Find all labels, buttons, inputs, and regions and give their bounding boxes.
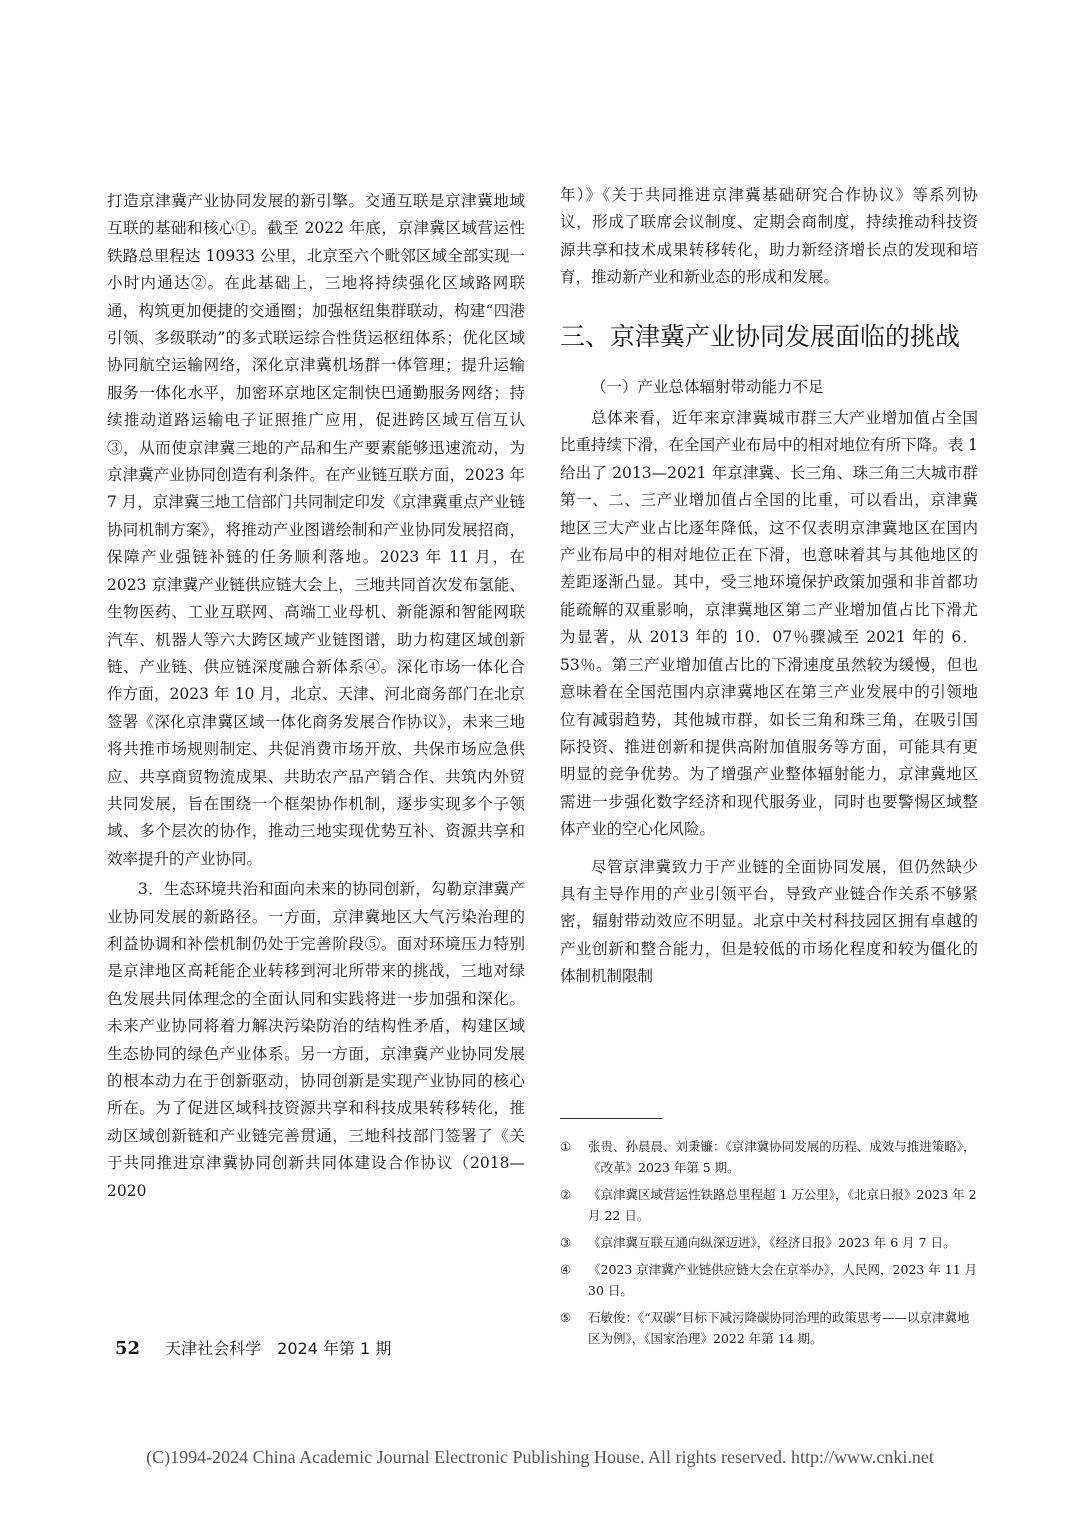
footnote-text: 石敏俊：《“双碳”目标下减污降碳协同治理的政策思考——以京津冀地区为例》，《国家治理》2022 年第 14 期。 <box>588 1310 970 1346</box>
footnote-mark: ② <box>560 1187 572 1202</box>
footnote-text: 《京津冀区域营运性铁路总里程超 1 万公里》，《北京日报》2023 年 2 月 22 日。 <box>588 1187 977 1223</box>
footnote <box>560 1259 980 1301</box>
footnote-divider <box>560 1118 662 1119</box>
footnote-text: 《京津冀互联互通向纵深迈进》，《经济日报》2023 年 6 月 7 日。 <box>588 1235 956 1250</box>
subsection-title: （一）产业总体辐射带动能力不足 <box>591 377 824 396</box>
right-column <box>560 182 978 991</box>
footnote-text: 《2023 京津冀产业链供应链大会在京举办》，人民网，2023 年 11 月 30 日。 <box>588 1262 978 1298</box>
body-paragraph: 年）》《关于共同推进京津冀基础研究合作协议》等系列协议，形成了联席会议制度、定期会商制度，持续推动科技资源共享和技术成果转移转化，助力新经济增长点的发现和培育，推动新产业和新业态的形成和发展。 <box>560 186 978 287</box>
body-paragraph: 3．生态环境共治和面向未来的协同创新，勾勒京津冀产业协同发展的新路径。一方面，京津冀地区大气污染治理的利益协调和补偿机制仍处于完善阶段⑤。面对环境压力特别是京津地区高耗能企业转移到河北所带来的挑战，三地对绿色发展共同体理念的全面认同和实践将进一步加强和深化。未来产业协同将着力解决污染防治的结构性矛盾，构建区域生态协同的绿色产业体系。另一方面，京津冀产业协同发展的根本动力在于创新驱动，协同创新是实现产业协同的核心所在。为了促进区域科技资源共享和科技成果转移转化，推动区域创新链和产业链完善贯通，三地科技部门签署了《关于共同推进京津冀协同创新共同体建设合作协议（2018—2020 <box>107 880 525 1200</box>
footnote-mark: ④ <box>560 1262 572 1277</box>
footnote <box>560 1232 980 1253</box>
footnote-mark: ⑤ <box>560 1310 572 1325</box>
section-title: 三、京津冀产业协同发展面临的挑战 <box>560 321 961 351</box>
body-paragraph: 总体来看，近年来京津冀城市群三大产业增加值占全国比重持续下滑，在全国产业布局中的相对地位有所下降。表 1 给出了 2013—2021 年京津冀、长三角、珠三角三大城市群第一、二、三产业增加值占全国的比重，可以看出，京津冀地区三大产业占比逐年降低，这不仅表明京津冀地区在国内产业布局中的相对地位正在下滑，也意味着其与其他地区的差距逐渐凸显。其中，受三地环境保护政策加强和非首都功能疏解的双重影响，京津冀地区第二产业增加值占比下滑尤为显著，从 2013 年的 10．07％骤减至 2021 年的 6．53％。第三产业增加值占比的下滑速度虽然较为缓慢，但也意味着在全国范围内京津冀地区在第三产业发展中的引领地位有减弱趋势，其他城市群，如长三角和珠三角，在吸引国际投资、推进创新和提供高附加值服务等方面，可能具有更明显的竞争优势。为了增强产业整体辐射能力，京津冀地区需进一步强化数字经济和现代服务业，同时也要警惕区域整体产业的空心化风险。 <box>560 409 978 839</box>
body-paragraph: 打造京津冀产业协同发展的新引擎。交通互联是京津冀地域互联的基础和核心①。截至 2022 年底，京津冀区域营运性铁路总里程达 10933 公里，北京至六个毗邻区域全部实现一小时内通达②。在此基础上，三地将持续强化区域路网联通，构筑更加便捷的交通圈；加强枢纽集群联动，构建“四港引领、多级联动”的多式联运综合性货运枢纽体系；优化区域协同航空运输网络，深化京津冀机场群一体管理；提升运输服务一体化水平，加密环京地区定制快巴通勤服务网络；持续推动道路运输电子证照推广应用，促进跨区域互信互认③，从而使京津冀三地的产品和生产要素能够迅速流动，为京津冀产业协同创造有利条件。在产业链互联方面，2023 年 7 月，京津冀三地工信部门共同制定印发《京津冀重点产业链协同机制方案》，将推动产业图谱绘制和产业协同发展招商，保障产业强链补链的任务顺利落地。2023 年 11 月，在 2023 京津冀产业链供应链大会上，三地共同首次发布氢能、生物医药、工业互联网、高端工业母机、新能源和智能网联汽车、机器人等六大跨区域产业链图谱，助力构建区域创新链、产业链、供应链深度融合新体系④。深化市场一体化合作方面，2023 年 10 月，北京、天津、河北商务部门在北京签署《深化京津冀区域一体化商务发展合作协议》，未来三地将共推市场规则制定、共促消费市场开放、共保市场应急供应、共享商贸物流成果、共助农产品产销合作、共筑内外贸共同发展，旨在围绕一个框架协作机制，逐步实现多个子领域、多个层次的协作，推动三地实现优势互补、资源共享和效率提升的产业协同。 <box>107 192 525 868</box>
footnote-text: 张贵、孙晨晨、刘秉镰：《京津冀协同发展的历程、成效与推进策略》，《改革》2023 年第 5 期。 <box>588 1139 976 1175</box>
copyright-notice: (C)1994-2024 China Academic Journal Electronic Publishing House. All rights reserved. http://www.cnki.net <box>146 1447 934 1467</box>
body-paragraph: 尽管京津冀致力于产业链的全面协同发展，但仍然缺少具有主导作用的产业引领平台，导致产业链合作关系不够紧密，辐射带动效应不明显。北京中关村科技园区拥有卓越的产业创新和整合能力，但是较低的市场化程度和较为僵化的体制机制限制 <box>560 857 978 986</box>
journal-issue: 天津社会科学 2024 年第 1 期 <box>165 1339 392 1358</box>
footnotes <box>560 1136 980 1355</box>
footnote <box>560 1307 980 1349</box>
page-footer <box>115 1338 391 1360</box>
footnote <box>560 1136 980 1178</box>
left-column <box>107 188 525 1205</box>
footnote-mark: ① <box>560 1139 572 1154</box>
footnote <box>560 1184 980 1226</box>
page-number: 52 <box>115 1338 141 1359</box>
footnote-mark: ③ <box>560 1235 572 1250</box>
